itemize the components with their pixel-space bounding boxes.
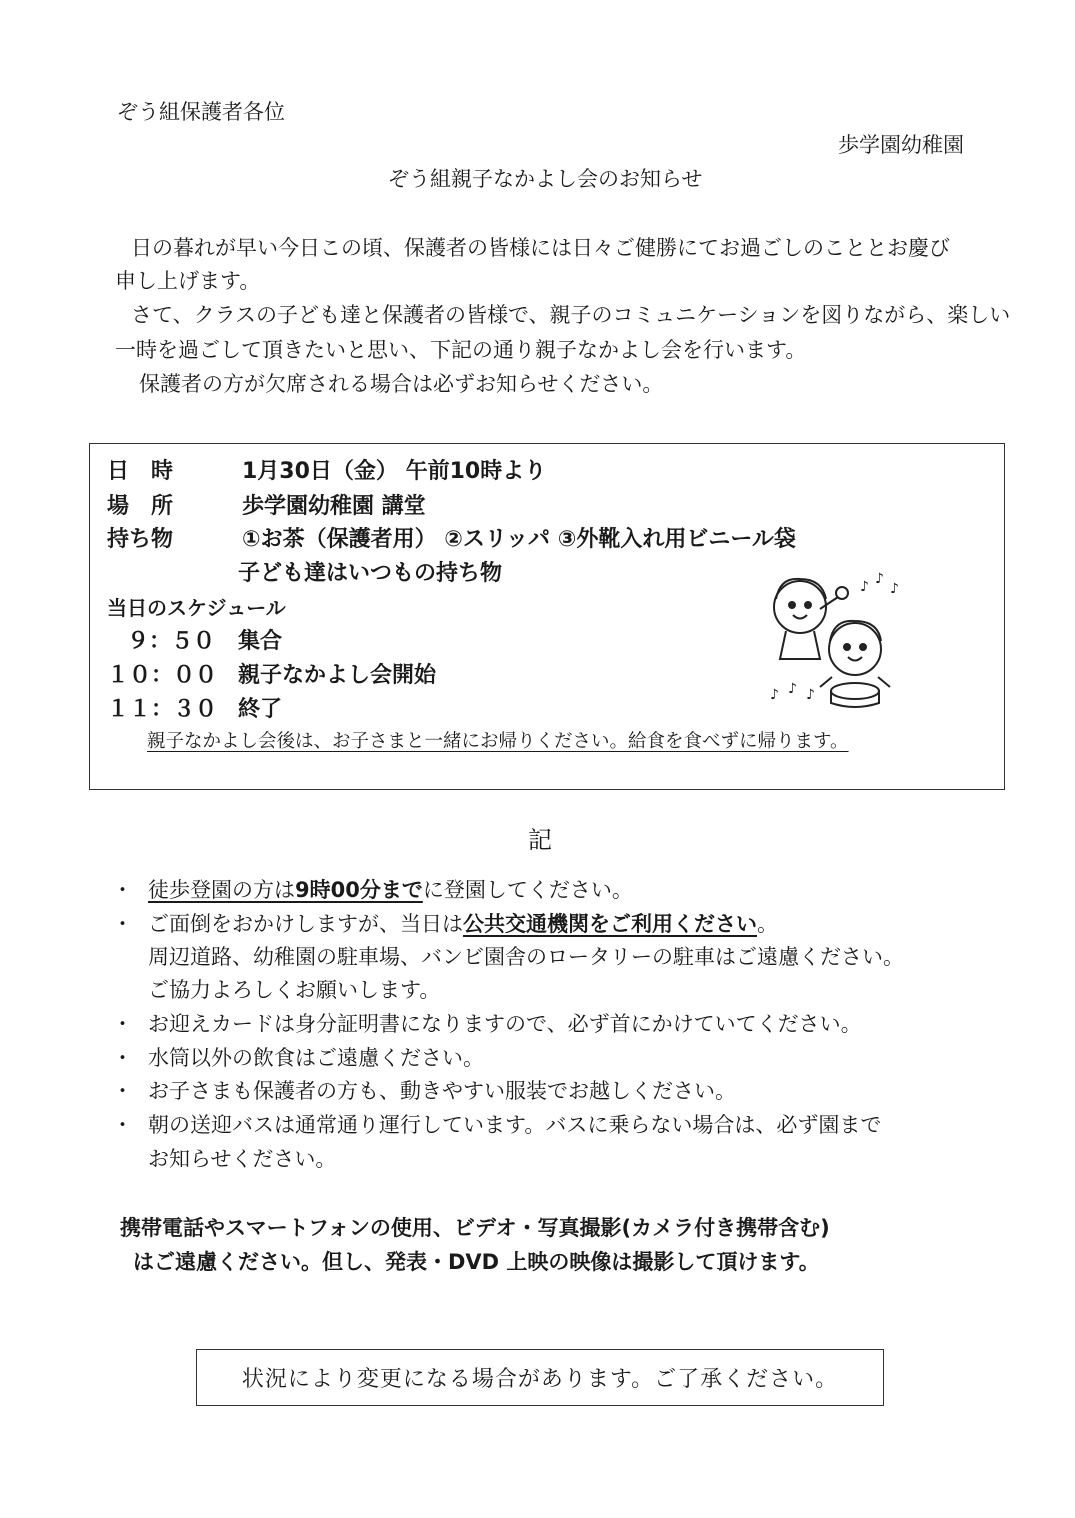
schedule-note: 親子なかよし会後は、お子さまと一緒にお帰りください。給食を食べずに帰ります。	[147, 731, 849, 752]
bullet-marker: ・	[112, 878, 133, 902]
bullet-2	[148, 908, 778, 938]
place-row	[107, 489, 426, 520]
schedule-time-3: １１：３０	[107, 697, 218, 722]
bullet-4: 水筒以外の飲食はご遠慮ください。	[148, 1046, 484, 1070]
bullet-1	[148, 874, 633, 904]
bullet-1-bold: 9時00分まで	[295, 878, 423, 902]
date-value: 1月30日（金） 午前10時より	[242, 459, 547, 484]
date-label: 日 時	[107, 459, 174, 484]
change-notice-box	[196, 1349, 884, 1406]
bullet-2-line-2: 周辺道路、幼稚園の駐車場、バンビ園舎のロータリーの駐車はご遠慮ください。	[148, 945, 904, 969]
bullet-6-line-2: お知らせください。	[148, 1147, 337, 1171]
svg-text:♪: ♪	[875, 571, 884, 587]
intro-line-1: 日の暮れが早い今日この頃、保護者の皆様には日々ご健勝にてお過ごしのこととお慶び	[131, 236, 950, 260]
items-value-2: 子ども達はいつもの持ち物	[238, 561, 503, 586]
place-label: 場 所	[107, 494, 174, 519]
bullet-marker: ・	[112, 1046, 133, 1070]
camera-notice-line-2: はご遠慮ください。但し、発表・DVD 上映の映像は撮影して頂けます。	[133, 1250, 820, 1274]
change-notice-text: 状況により変更になる場合があります。ご了承ください。	[241, 1367, 839, 1392]
bullet-marker: ・	[112, 1079, 133, 1103]
bullet-marker: ・	[112, 912, 133, 936]
bullet-2-pre: ご面倒をおかけしますが、当日は	[148, 912, 463, 936]
bullet-2-post: 。	[757, 912, 778, 936]
bullet-2-line-3: ご協力よろしくお願いします。	[148, 978, 441, 1002]
intro-line-3: さて、クラスの子ども達と保護者の皆様で、親子のコミュニケーションを図りながら、楽しい	[131, 303, 1011, 327]
items-value: ①お茶（保護者用） ②スリッパ ③外靴入れ用ビニール袋	[242, 527, 796, 552]
bullet-marker: ・	[112, 1012, 133, 1036]
schedule-time-2: １０：００	[107, 663, 218, 688]
bullet-2-bold: 公共交通機関をご利用ください	[463, 912, 757, 936]
place-value: 歩学園幼稚園 講堂	[242, 494, 426, 519]
bullet-3: お迎えカードは身分証明書になりますので、必ず首にかけていてください。	[148, 1012, 862, 1036]
page-title: ぞう組親子なかよし会のお知らせ	[388, 167, 703, 191]
sender: 歩学園幼稚園	[838, 133, 964, 157]
svg-text:♪: ♪	[788, 681, 797, 697]
items-label: 持ち物	[107, 527, 174, 552]
recipient: ぞう組保護者各位	[117, 100, 285, 124]
svg-text:♪: ♪	[770, 687, 779, 703]
intro-line-5: 保護者の方が欠席される場合は必ずお知らせください。	[139, 372, 664, 396]
svg-text:♪: ♪	[860, 579, 869, 595]
schedule-time-1: ９：５０	[127, 629, 216, 654]
intro-line-2: 申し上げます。	[115, 269, 261, 293]
items-row	[107, 522, 796, 553]
children-music-illustration	[760, 569, 920, 709]
schedule-title: 当日のスケジュール	[107, 596, 286, 620]
date-row	[107, 454, 546, 485]
schedule-event-3: 終了	[238, 697, 283, 722]
svg-text:♪: ♪	[806, 687, 815, 703]
schedule-event-1: 集合	[238, 629, 283, 654]
bullet-6-line-1: 朝の送迎バスは通常通り運行しています。バスに乗らない場合は、必ず園まで	[148, 1113, 882, 1137]
ki-heading: 記	[528, 826, 552, 854]
svg-text:♪: ♪	[890, 581, 899, 597]
schedule-event-2: 親子なかよし会開始	[238, 663, 437, 688]
intro-line-4: 一時を過ごして頂きたいと思い、下記の通り親子なかよし会を行います。	[115, 338, 807, 362]
bullet-marker: ・	[112, 1113, 133, 1137]
camera-notice-line-1: 携帯電話やスマートフォンの使用、ビデオ・写真撮影(カメラ付き携帯含む)	[120, 1216, 830, 1240]
bullet-1-post: に登園してください。	[422, 878, 633, 902]
event-info-box	[89, 443, 1005, 790]
bullet-5: お子さまも保護者の方も、動きやすい服装でお越しください。	[148, 1079, 736, 1103]
bullet-1-pre: 徒歩登園の方は	[148, 878, 295, 902]
